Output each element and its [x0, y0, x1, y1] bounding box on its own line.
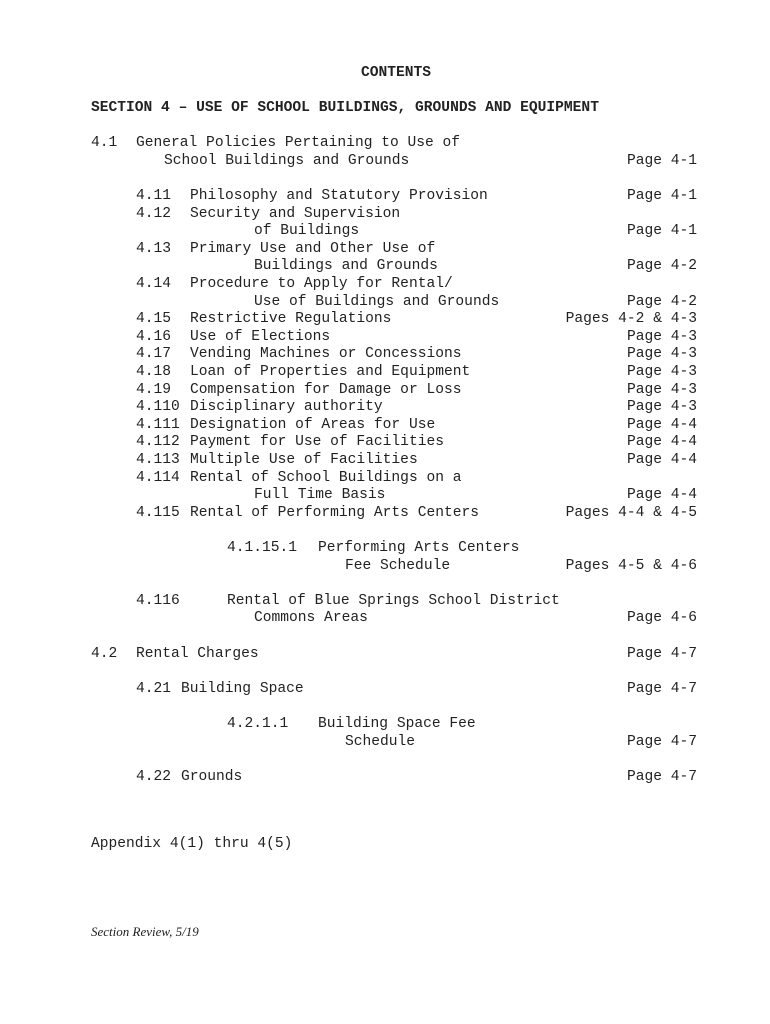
toc-page-ref: Page 4-2 [626, 293, 697, 310]
toc-title: Grounds [181, 768, 243, 785]
toc-title: Disciplinary authority [190, 399, 383, 416]
toc-number: 4.2 [91, 645, 118, 662]
toc-title-continued: Full Time Basis [254, 487, 386, 504]
toc-title-continued: Use of Buildings and Grounds [254, 293, 500, 310]
toc-number: 4.22 [136, 768, 172, 785]
toc-title: Rental of School Buildings on a [190, 469, 462, 486]
toc-title: Vending Machines or Concessions [190, 346, 462, 363]
toc-page-ref: Pages 4-5 & 4-6 [565, 557, 697, 574]
toc-title: Philosophy and Statutory Provision [190, 188, 488, 204]
toc-title: Restrictive Regulations [190, 311, 392, 328]
toc-number: 4.15 [136, 311, 172, 328]
toc-page-ref: Page 4-4 [626, 487, 697, 504]
toc-number: 4.112 [136, 434, 180, 451]
toc-title: Payment for Use of Facilities [190, 434, 444, 451]
toc-page-ref: Page 4-1 [626, 152, 697, 169]
toc-page-ref: Page 4-1 [626, 223, 697, 240]
toc-page-ref: Page 4-3 [626, 364, 697, 380]
toc-title: Rental Charges [136, 645, 259, 662]
toc-title-continued: Schedule [345, 733, 416, 750]
toc-page-ref: Page 4-3 [626, 399, 697, 416]
toc-number: 4.21 [136, 680, 172, 697]
toc-number: 4.13 [136, 240, 172, 257]
toc-number: 4.1.15.1 [227, 540, 298, 556]
footer-review-date: Section Review, 5/19 [91, 924, 199, 939]
toc-page-ref: Page 4-4 [626, 452, 697, 468]
toc-number: 4.16 [136, 328, 172, 345]
toc-number: 4.115 [136, 504, 180, 521]
toc-page-ref: Page 4-3 [626, 346, 697, 363]
toc-page-ref: Page 4-3 [626, 381, 697, 398]
toc-page-ref: Page 4-7 [626, 733, 697, 750]
toc-number: 4.19 [136, 381, 172, 398]
toc-title: Multiple Use of Facilities [190, 452, 418, 468]
toc-number: 4.11 [136, 188, 172, 204]
toc-page-ref: Pages 4-4 & 4-5 [565, 504, 697, 521]
toc-number: 4.14 [136, 276, 172, 292]
toc-number: 4.12 [136, 205, 172, 222]
toc-number: 4.110 [136, 399, 180, 416]
toc-page-ref: Page 4-7 [626, 645, 697, 662]
toc-number: 4.116 [136, 592, 180, 609]
toc-title: Use of Elections [190, 328, 331, 345]
toc-title: Procedure to Apply for Rental/ [190, 276, 453, 292]
appendix-line: Appendix 4(1) thru 4(5) [91, 836, 293, 852]
toc-page-ref: Page 4-4 [626, 434, 697, 451]
toc-page-ref: Page 4-2 [626, 258, 697, 275]
toc-page-ref: Page 4-7 [626, 768, 697, 785]
toc-title: Performing Arts Centers [318, 540, 520, 556]
toc-number: 4.1 [91, 135, 118, 151]
toc-title: Designation of Areas for Use [190, 416, 436, 433]
section-heading: SECTION 4 – USE OF SCHOOL BUILDINGS, GROUNDS AND EQUIPMENT [91, 100, 599, 116]
toc-number: 4.17 [136, 346, 172, 363]
toc-title: General Policies Pertaining to Use of [136, 135, 461, 151]
toc-title-continued: Fee Schedule [345, 557, 451, 574]
toc-title: Security and Supervision [190, 205, 401, 222]
toc-title-continued: School Buildings and Grounds [164, 152, 410, 169]
toc-page-ref: Page 4-7 [626, 680, 697, 697]
toc-page-ref: Page 4-6 [626, 610, 697, 627]
toc-page-ref: Page 4-4 [626, 416, 697, 433]
toc-number: 4.18 [136, 364, 172, 380]
toc-number: 4.113 [136, 452, 180, 468]
toc-page-ref: Page 4-3 [626, 328, 697, 345]
toc-title: Building Space Fee [318, 716, 476, 732]
toc-title: Building Space [181, 680, 304, 697]
toc-number: 4.114 [136, 469, 180, 486]
toc-title: Compensation for Damage or Loss [190, 381, 462, 398]
toc-number: 4.111 [136, 416, 180, 433]
toc-title: Rental of Performing Arts Centers [190, 504, 480, 521]
toc-title: Primary Use and Other Use of [190, 240, 436, 257]
toc-number: 4.2.1.1 [227, 716, 289, 732]
toc-page-ref: Page 4-1 [626, 188, 697, 204]
page-title: CONTENTS [361, 65, 432, 81]
toc-title-continued: of Buildings [254, 223, 360, 240]
toc-page-ref: Pages 4-2 & 4-3 [565, 311, 697, 328]
toc-title: Loan of Properties and Equipment [190, 364, 471, 380]
toc-title-continued: Buildings and Grounds [254, 258, 438, 275]
toc-title-continued: Commons Areas [254, 610, 368, 627]
toc-title: Rental of Blue Springs School District [227, 592, 560, 609]
